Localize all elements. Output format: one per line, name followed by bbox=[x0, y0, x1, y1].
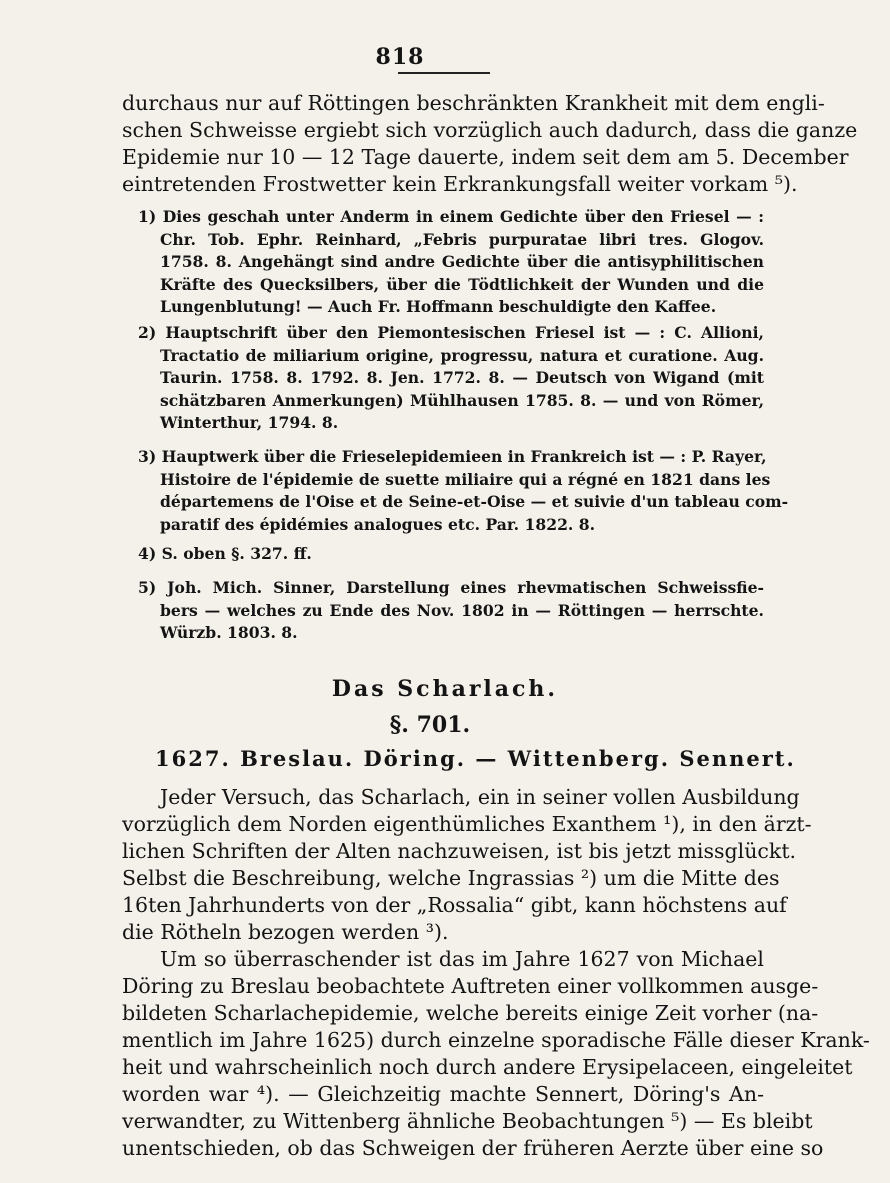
text-line: eintretenden Frostwetter kein Erkrankungsfall weiter vorkam ⁵). bbox=[122, 172, 798, 196]
text-line: Jeder Versuch, das Scharlach, ein in seiner vollen Ausbildung bbox=[160, 785, 800, 809]
footnote-4 bbox=[122, 543, 764, 566]
footnote-line: départemens de l'Oise et de Seine-et-Oise — et suivie d'un tableau com- bbox=[160, 492, 789, 511]
text-line: heit und wahrscheinlich noch durch andere Erysipelaceen, eingeleitet bbox=[122, 1055, 853, 1079]
text-line: mentlich im Jahre 1625) durch einzelne sporadische Fälle dieser Krank- bbox=[122, 1028, 870, 1052]
footnote-line: 4) S. oben §. 327. ff. bbox=[138, 544, 312, 563]
footnote-line: Kräfte des Quecksilbers, über die Tödtlichkeit der Wunden und die bbox=[160, 274, 764, 294]
footnote-line: Chr. Tob. Ephr. Reinhard, „Febris purpuratae libri tres. Glogov. bbox=[160, 229, 764, 249]
footnote-line: Tractatio de miliarium origine, progressu, natura et curatione. Aug. bbox=[160, 345, 764, 365]
text-line: Selbst die Beschreibung, welche Ingrassias ²) um die Mitte des bbox=[122, 866, 780, 890]
footnote-line: paratif des épidémies analogues etc. Par. 1822. 8. bbox=[160, 514, 596, 534]
section-number: §. 701. bbox=[389, 712, 471, 738]
footnote-2 bbox=[122, 322, 764, 435]
text-line: Um so überraschender ist das im Jahre 1627 von Michael bbox=[160, 947, 764, 971]
footnote-1 bbox=[122, 206, 764, 319]
footnote-line: 1758. 8. Angehängt sind andre Gedichte über die antisyphilitischen bbox=[160, 252, 764, 271]
text-line: Epidemie nur 10 — 12 Tage dauerte, indem seit dem am 5. December bbox=[122, 145, 849, 169]
chapter-subheading: 1627. Breslau. Döring. — Wittenberg. Sennert. bbox=[155, 746, 796, 771]
section-title: Das Scharlach. bbox=[331, 676, 559, 702]
text-line: schen Schweisse ergiebt sich vorzüglich auch dadurch, dass die ganze bbox=[122, 118, 858, 142]
footnote-line: 5) Joh. Mich. Sinner, Darstellung eines rhevmatischen Schweissfie- bbox=[138, 578, 764, 597]
page-number: 818 bbox=[375, 44, 425, 70]
footnote-line: 3) Hauptwerk über die Frieselepidemieen in Frankreich ist — : P. Rayer, bbox=[138, 447, 767, 466]
text-line: vorzüglich dem Norden eigenthümliches Exanthem ¹), in den ärzt- bbox=[122, 812, 812, 836]
text-line: 16ten Jahrhunderts von der „Rossalia“ gibt, kann höchstens auf bbox=[122, 893, 787, 917]
footnote-line: Würzb. 1803. 8. bbox=[160, 623, 298, 642]
page-number-rule bbox=[398, 72, 490, 74]
footnote-line: schätzbaren Anmerkungen) Mühlhausen 1785. 8. — und von Römer, bbox=[160, 390, 764, 410]
text-line: durchaus nur auf Röttingen beschränkten Krankheit mit dem engli- bbox=[122, 91, 825, 115]
footnote-line: Histoire de l'épidemie de suette miliaire qui a régné en 1821 dans les bbox=[160, 469, 771, 489]
footnote-line: Taurin. 1758. 8. 1792. 8. Jen. 1772. 8. — Deutsch von Wigand (mit bbox=[160, 368, 764, 387]
footnote-line: Winterthur, 1794. 8. bbox=[160, 413, 339, 432]
footnote-line: Lungenblutung! — Auch Fr. Hoffmann beschuldigte den Kaffee. bbox=[160, 297, 717, 316]
text-line: bildeten Scharlachepidemie, welche bereits einige Zeit vorher (na- bbox=[122, 1001, 819, 1025]
paragraph-1 bbox=[122, 784, 812, 946]
footnote-line: 1) Dies geschah unter Anderm in einem Gedichte über den Friesel — : bbox=[138, 207, 764, 226]
text-line: lichen Schriften der Alten nachzuweisen, ist bis jetzt missglückt. bbox=[122, 839, 797, 863]
text-line: verwandter, zu Wittenberg ähnliche Beobachtungen ⁵) — Es bleibt bbox=[122, 1109, 813, 1133]
footnote-line: bers — welches zu Ende des Nov. 1802 in — Röttingen — herrschte. bbox=[160, 600, 764, 620]
intro-paragraph bbox=[122, 90, 858, 198]
footnote-5 bbox=[122, 577, 764, 645]
paragraph-2 bbox=[122, 946, 870, 1162]
text-line: die Rötheln bezogen werden ³). bbox=[122, 920, 449, 944]
text-line: worden war ⁴). — Gleichzeitig machte Sennert, Döring's An- bbox=[122, 1082, 764, 1106]
footnote-line: 2) Hauptschrift über den Piemontesischen Friesel ist — : C. Allioni, bbox=[138, 323, 764, 342]
footnote-3 bbox=[122, 446, 789, 536]
text-line: Döring zu Breslau beobachtete Auftreten einer vollkommen ausge- bbox=[122, 974, 819, 998]
text-line: unentschieden, ob das Schweigen der früheren Aerzte über eine so bbox=[122, 1136, 824, 1160]
